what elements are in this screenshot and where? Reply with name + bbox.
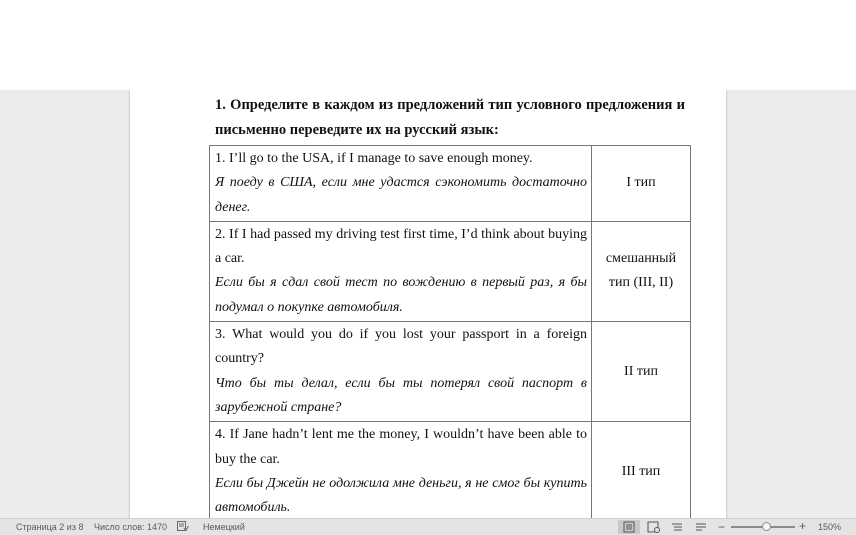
outline-icon <box>666 520 688 534</box>
document-workspace[interactable] <box>0 90 856 518</box>
conditional-type-cell[interactable]: смешанный тип (III, II) <box>592 221 691 321</box>
russian-translation: Я поеду в США, если мне удастся сэкономить достаточно денег. <box>215 175 587 215</box>
print-layout-icon <box>618 520 640 534</box>
zoom-out-button[interactable]: − <box>718 520 726 534</box>
status-bar <box>0 518 856 535</box>
english-sentence: 1. I’ll go to the USA, if I manage to save enough money. <box>215 151 533 166</box>
draft-icon <box>690 520 712 534</box>
conditional-type-cell[interactable]: III тип <box>592 422 691 518</box>
task-heading-line-1: 1. Определите в каждом из предложений тип условного предложения и <box>215 97 685 113</box>
sentence-cell[interactable] <box>210 322 592 422</box>
conditionals-table <box>209 145 691 518</box>
language-indicator[interactable]: Немецкий <box>203 522 245 532</box>
web-layout-view-button[interactable] <box>642 520 664 534</box>
task-heading-line-2: письменно переведите их на русский язык: <box>215 122 499 138</box>
zoom-in-button[interactable]: + <box>799 519 807 533</box>
draft-view-button[interactable] <box>690 520 712 534</box>
zoom-slider-thumb[interactable] <box>762 522 771 531</box>
proofing-icon[interactable] <box>177 521 189 532</box>
english-sentence: 2. If I had passed my driving test first time, I’d think about buying a car. <box>215 226 587 267</box>
word-count[interactable]: Число слов: 1470 <box>94 522 168 532</box>
table-row <box>210 221 691 321</box>
table-row <box>210 146 691 222</box>
sentence-cell[interactable] <box>210 221 592 321</box>
conditional-type-cell[interactable]: II тип <box>592 322 691 422</box>
english-sentence: 4. If Jane hadn’t lent me the money, I wouldn’t have been able to buy the car. <box>215 427 587 467</box>
zoom-level[interactable]: 150% <box>818 522 842 532</box>
task-heading <box>215 93 685 143</box>
russian-translation: Если бы Джейн не одолжила мне деньги, я не смог бы купить автомобиль. <box>215 475 587 516</box>
outline-view-button[interactable] <box>666 520 688 534</box>
web-layout-icon <box>642 520 664 534</box>
table-row <box>210 422 691 518</box>
russian-translation: Если бы я сдал свой тест по вождению в первый раз, я бы подумал о покупке автомобиля. <box>215 275 587 315</box>
sentence-cell[interactable] <box>210 146 592 222</box>
table-row <box>210 322 691 422</box>
print-layout-view-button[interactable] <box>618 520 640 534</box>
conditional-type-cell[interactable]: I тип <box>592 146 691 222</box>
page-count[interactable]: Страница 2 из 8 <box>16 522 84 532</box>
russian-translation: Что бы ты делал, если бы ты потерял свой паспорт в зарубежной стране? <box>215 375 587 415</box>
english-sentence: 3. What would you do if you lost your passport in a foreign country? <box>215 327 587 367</box>
sentence-cell[interactable] <box>210 422 592 518</box>
top-blank-area <box>0 0 856 90</box>
document-page[interactable] <box>130 90 726 518</box>
